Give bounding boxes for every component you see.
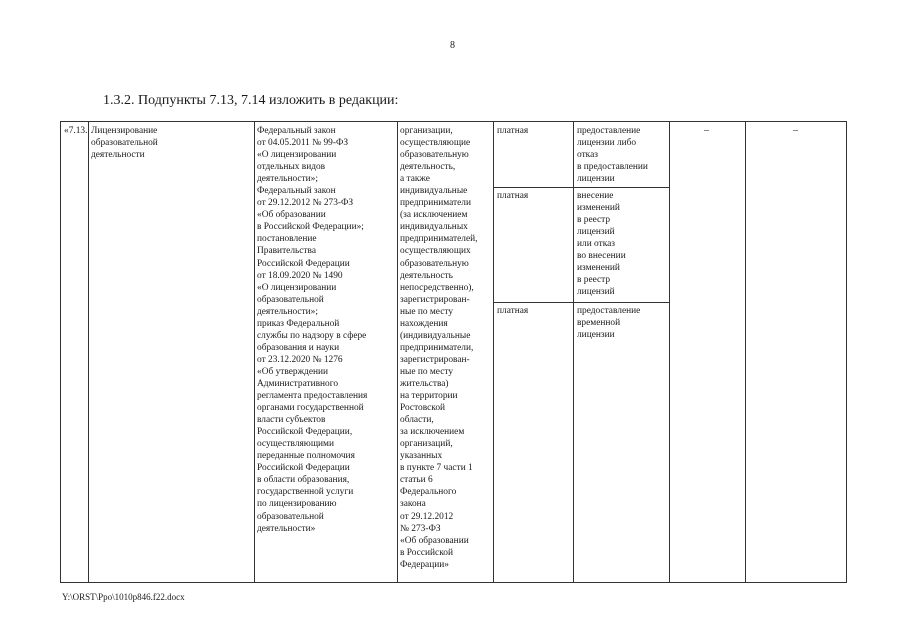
payment-type: платная <box>497 126 529 136</box>
column-7-value: – <box>704 125 709 136</box>
service-name: Лицензирование образовательной деятельности <box>91 126 158 161</box>
table-column-divider <box>669 122 670 582</box>
page-number: 8 <box>450 40 455 51</box>
services-table <box>60 121 847 583</box>
section-heading: 1.3.2. Подпункты 7.13, 7.14 изложить в редакции: <box>103 93 399 108</box>
service-result: внесение изменений в реестр лицензий или отказ во внесении изменений в реестр лицензий <box>577 191 626 298</box>
legal-basis: Федеральный закон от 04.05.2011 № 99-ФЗ «О лицензировании отдельных видов деятельности»; Федеральный закон от 29.12.2012 № 273-ФЗ «Об образовании в Российской Федерации»; постановление Правительства Российской Федерации от 18.09.2020 № 1490 «О лицензировании образовательной деятельности»; приказ Федеральной службы по надзору в сфере образования и науки от 23.12.2020 № 1276 «Об утверждении Административного регламента предоставления органами государственной власти субъектов Российской Федерации, осуществляющими переданные полномочия Российской Федерации в области образования, государственной услуги по лицензированию образовательной деятельности» <box>257 126 368 534</box>
table-column-divider <box>493 122 494 582</box>
table-column-divider <box>254 122 255 582</box>
footer-file-path: Y:\ORST\Ppo\1010p846.f22.docx <box>62 592 185 602</box>
table-column-divider <box>573 122 574 582</box>
payment-type: платная <box>497 191 529 201</box>
table-column-divider <box>88 122 89 582</box>
recipients: организации, осуществляющие образовательную деятельность, а также индивидуальные предприниматели (за исключением индивидуальных предпринимателей, осуществляющих образовательную деятельность непосредственно), зарегистрирован- ные по месту нахождения (индивидуальные предприниматели, зарегистрирован- ные по месту жительства) на территории Ростовской области, за исключением организаций, указанных в пункте 7 части 1 статьи 6 Федерального закона от 29.12.2012 № 273-ФЗ «Об образовании в Российской Федерации» <box>400 126 478 570</box>
row-number: «7.13. <box>64 126 88 136</box>
table-column-divider <box>397 122 398 582</box>
table-column-divider <box>745 122 746 582</box>
service-result: предоставление лицензии либо отказ в предоставлении лицензии <box>577 126 648 185</box>
payment-type: платная <box>497 306 529 316</box>
column-8-value: – <box>793 125 798 136</box>
subrow-divider <box>493 187 669 188</box>
service-result: предоставление временной лицензии <box>577 306 641 341</box>
subrow-divider <box>493 302 669 303</box>
